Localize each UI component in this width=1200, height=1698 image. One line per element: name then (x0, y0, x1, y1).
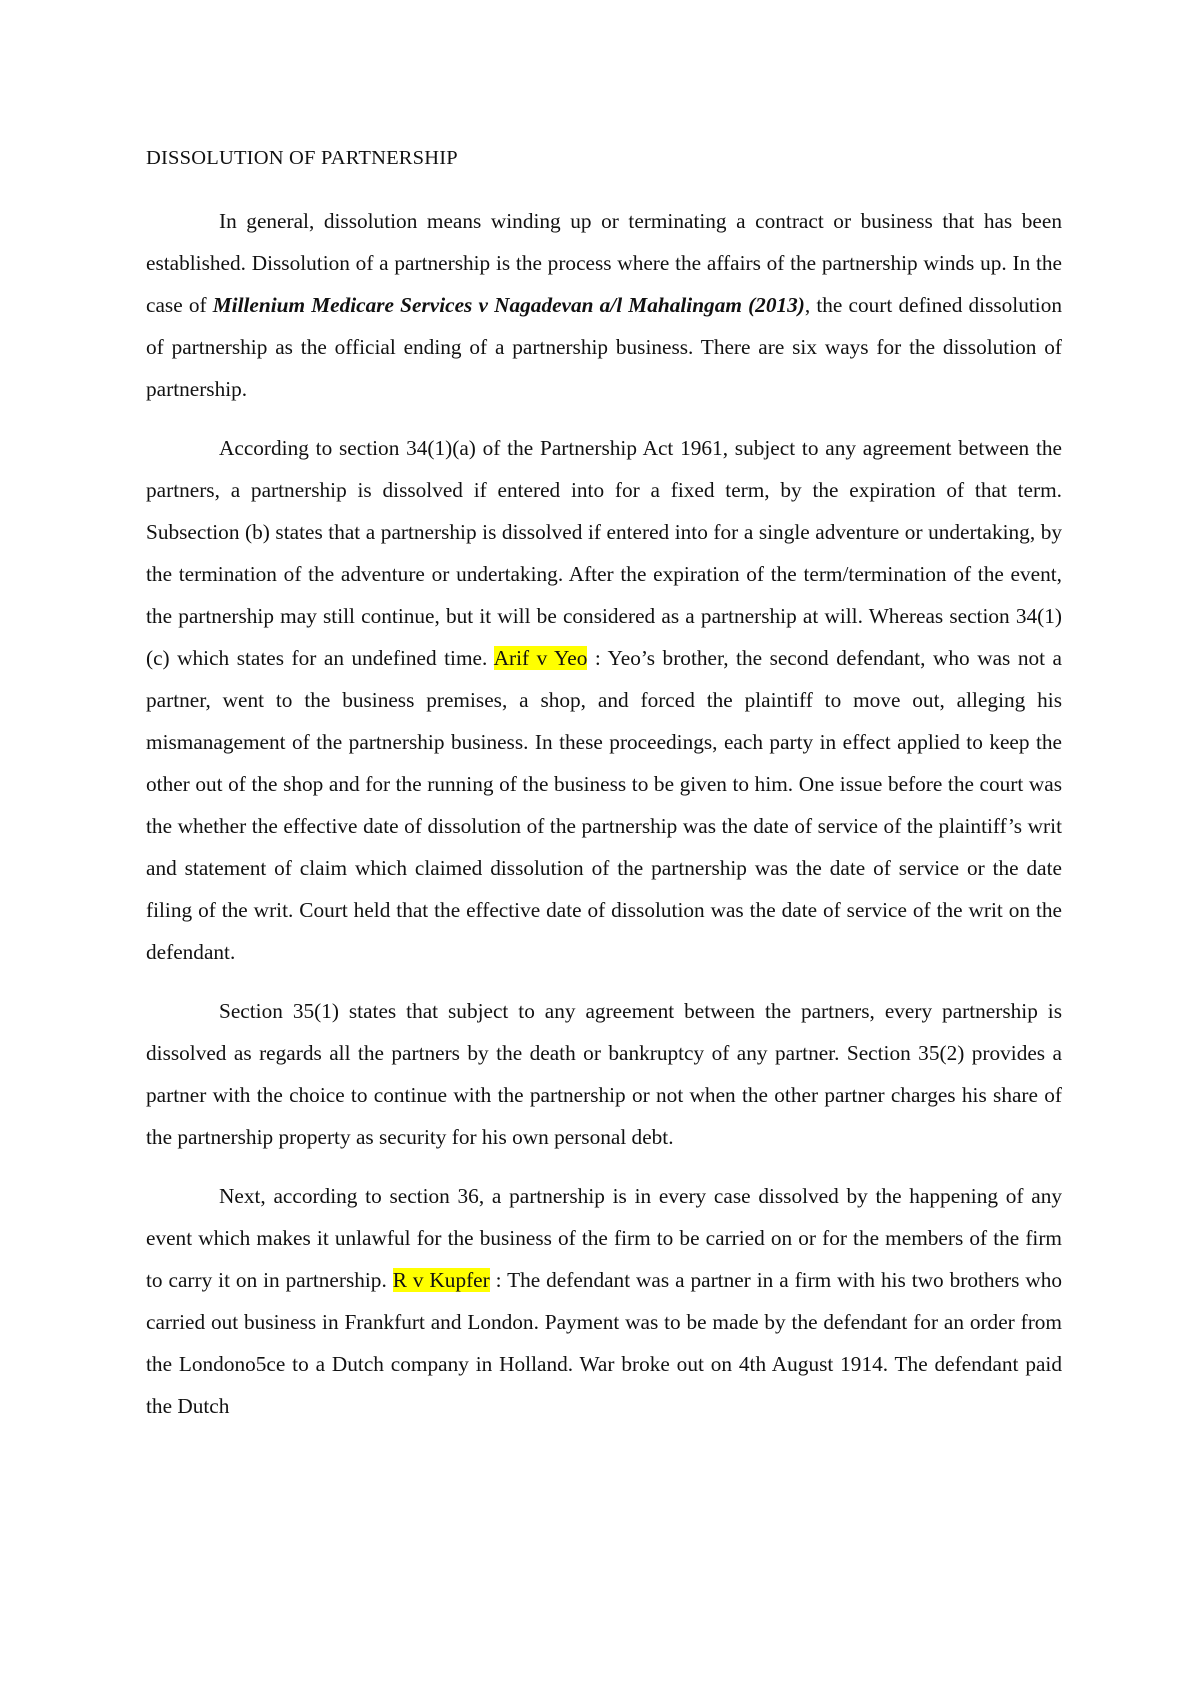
document-body (146, 143, 1062, 1444)
highlighted-case-arif-v-yeo: Arif v Yeo (493, 646, 588, 670)
paragraph-text: In general, dissolution means winding up or terminating a contract or business that has been established. Dissolution of a partnership is the process where the affairs of the partnership winds up. In the case of (146, 209, 1062, 317)
highlighted-case-r-v-kupfer: R v Kupfer (392, 1268, 490, 1292)
paragraph-text: Next, according to section 36, a partnership is in every case dissolved by the happening of any event which makes it unlawful for the business of the firm to be carried on or for the members of the firm to carry it on in partnership. (146, 1184, 1062, 1292)
paragraph-text: , the court defined dissolution of partnership as the official ending of a partnership business. There are six ways for the dissolution of partnership. (146, 293, 1062, 401)
paragraph-text: Section 35(1) states that subject to any agreement between the partners, every partnership is dissolved as regards all the partners by the death or bankruptcy of any partner. Section 35(2) provides a partner with the choice to continue with the partnership or not when the other partner charges his share of the partnership property as security for his own personal debt. (146, 999, 1062, 1149)
document-title: DISSOLUTION OF PARTNERSHIP (146, 147, 458, 169)
paragraph-text: : The defendant was a partner in a firm with his two brothers who carried out business in Frankfurt and London. Payment was to be made by the defendant for an order from the Londono5ce to a Dutch company in Holland. War broke out on 4th August 1914. The defendant paid the Dutch (146, 1268, 1063, 1418)
paragraph-section-36 (146, 1175, 1062, 1427)
case-citation-millenium: Millenium Medicare Services v Nagadevan a/l Mahalingam (2013) (212, 293, 805, 317)
paragraph-text: : Yeo’s brother, the second defendant, who was not a partner, went to the business premises, a shop, and forced the plaintiff to move out, alleging his mismanagement of the partnership business. In these proceedings, each party in effect applied to keep the other out of the shop and for the running of the business to be given to him. One issue before the court was the whether the effective date of dissolution of the partnership was the date of service of the plaintiff’s writ and statement of claim which claimed dissolution of the partnership was the date of service or the date filing of the writ. Court held that the effective date of dissolution was the date of service of the writ on the defendant. (146, 646, 1062, 964)
paragraph-section-35 (146, 990, 1062, 1158)
paragraph-intro (146, 200, 1062, 410)
paragraph-section-34 (146, 427, 1062, 973)
paragraph-text: According to section 34(1)(a) of the Partnership Act 1961, subject to any agreement between the partners, a partnership is dissolved if entered into for a fixed term, by the expiration of that term. Subsection (b) states that a partnership is dissolved if entered into for a single adventure or undertaking, by the termination of the adventure or undertaking. After the expiration of the term/termination of the event, the partnership may still continue, but it will be considered as a partnership at will. Whereas section 34(1)(c) which states for an undefined time. (146, 436, 1062, 670)
